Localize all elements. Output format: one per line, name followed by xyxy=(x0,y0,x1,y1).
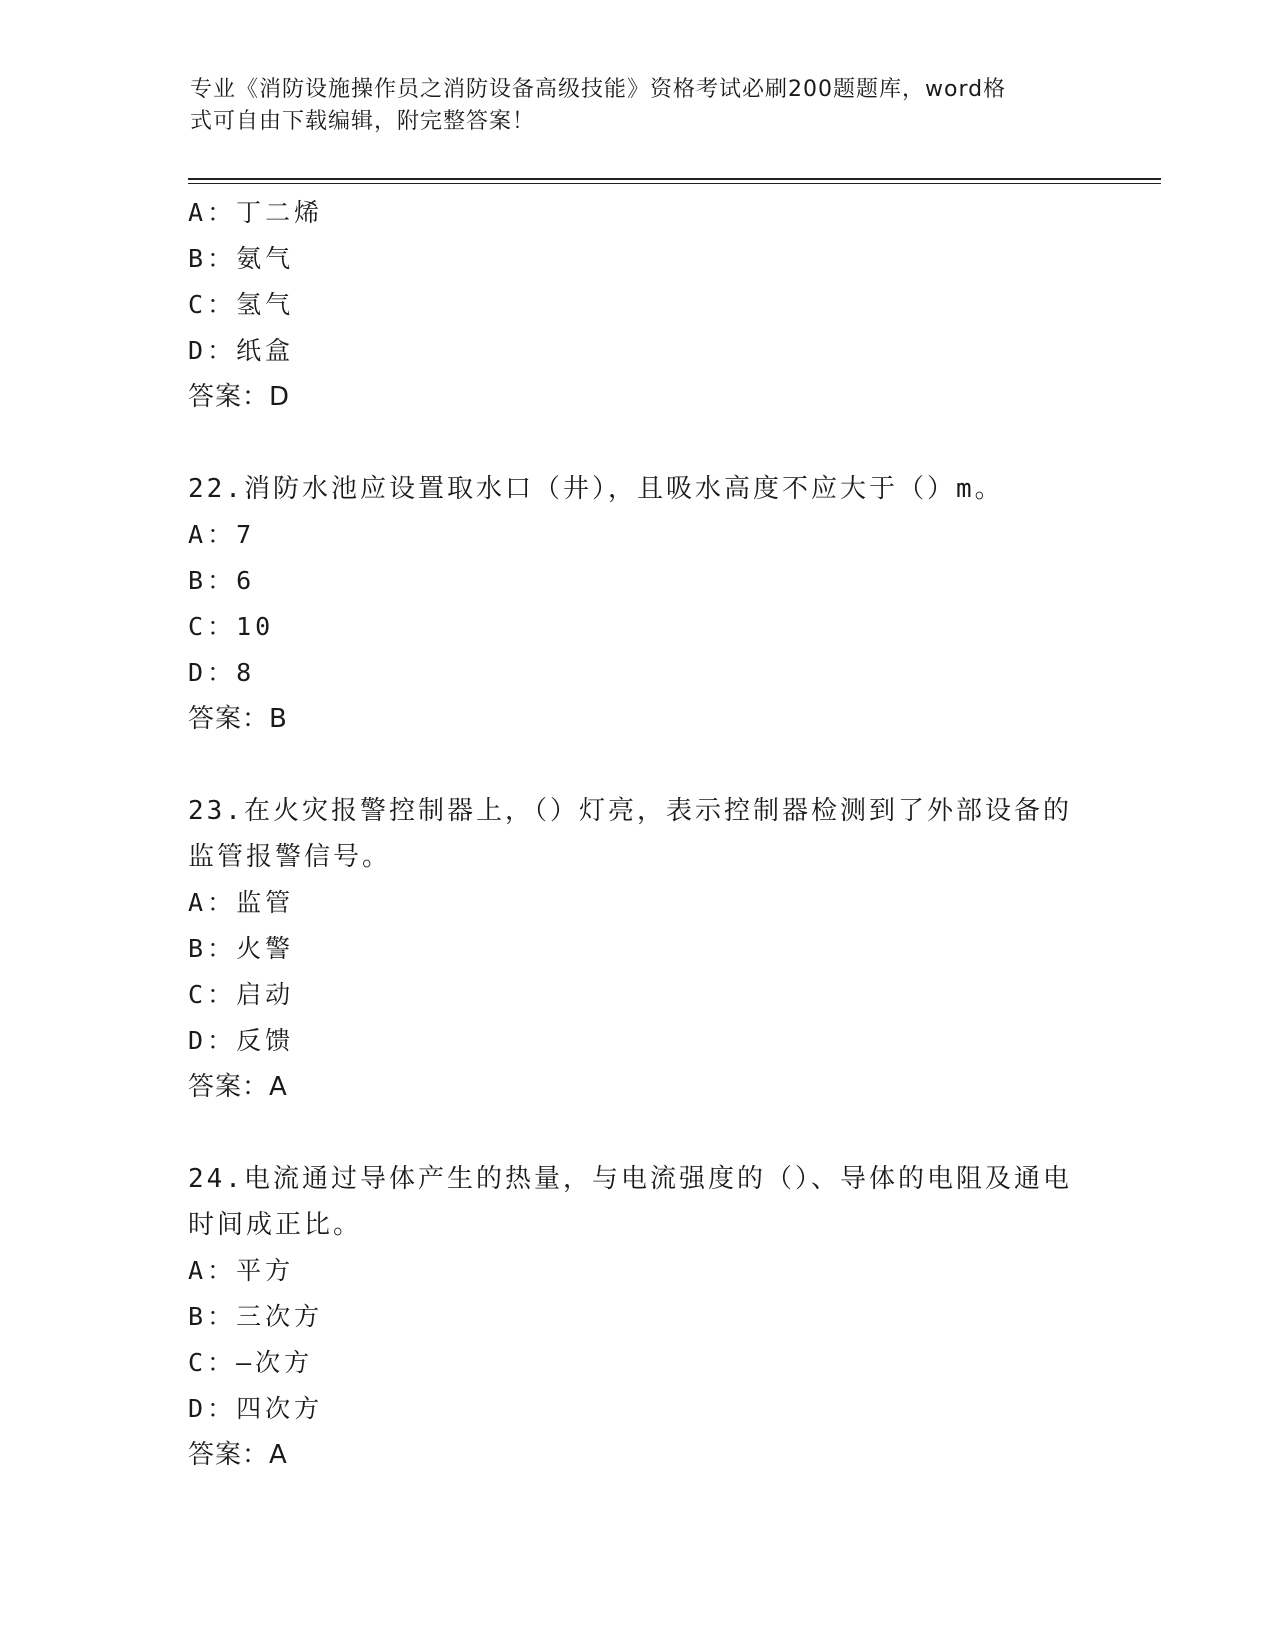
question-stem: 22.消防水池应设置取水口（井），且吸水高度不应大于（）m。 xyxy=(188,474,1004,504)
option-c: C：10 xyxy=(188,612,275,641)
question-24 xyxy=(188,1156,1088,1478)
option-a: A：平方 xyxy=(188,1256,295,1285)
document-header xyxy=(190,74,1090,138)
option-a: A：监管 xyxy=(188,888,295,917)
header-divider-thin xyxy=(188,183,1161,184)
option-a: A：丁二烯 xyxy=(188,198,324,227)
option-d: D：四次方 xyxy=(188,1394,324,1423)
spacer xyxy=(188,742,1088,788)
option-b: B：6 xyxy=(188,566,256,595)
header-line-2: 式可自由下载编辑，附完整答案！ xyxy=(190,109,536,134)
option-b: B：氨气 xyxy=(188,244,295,273)
spacer xyxy=(188,420,1088,466)
option-c: C：启动 xyxy=(188,980,295,1009)
answer-line: 答案：A xyxy=(188,1072,288,1102)
question-21-partial xyxy=(188,190,1088,420)
option-b: B：三次方 xyxy=(188,1302,324,1331)
answer-line: 答案：A xyxy=(188,1440,288,1470)
spacer xyxy=(188,1110,1088,1156)
option-a: A：7 xyxy=(188,520,256,549)
answer-line: 答案：D xyxy=(188,382,291,412)
question-stem-continued: 时间成正比。 xyxy=(188,1210,363,1240)
option-d: D：纸盒 xyxy=(188,336,295,365)
question-list xyxy=(188,190,1088,1478)
option-c: C：氢气 xyxy=(188,290,295,319)
option-b: B：火警 xyxy=(188,934,295,963)
question-22 xyxy=(188,466,1088,742)
question-stem: 24.电流通过导体产生的热量，与电流强度的（）、导体的电阻及通电 xyxy=(188,1164,1072,1194)
question-stem: 23.在火灾报警控制器上，（）灯亮，表示控制器检测到了外部设备的 xyxy=(188,796,1072,826)
answer-line: 答案：B xyxy=(188,704,288,734)
question-stem-continued: 监管报警信号。 xyxy=(188,842,392,872)
header-divider-thick xyxy=(188,178,1161,180)
header-line-1: 专业《消防设施操作员之消防设备高级技能》资格考试必刷200题题库，word格 xyxy=(190,77,1007,102)
option-d: D：8 xyxy=(188,658,256,687)
option-c: C：—次方 xyxy=(188,1348,314,1377)
option-d: D：反馈 xyxy=(188,1026,295,1055)
question-23 xyxy=(188,788,1088,1110)
